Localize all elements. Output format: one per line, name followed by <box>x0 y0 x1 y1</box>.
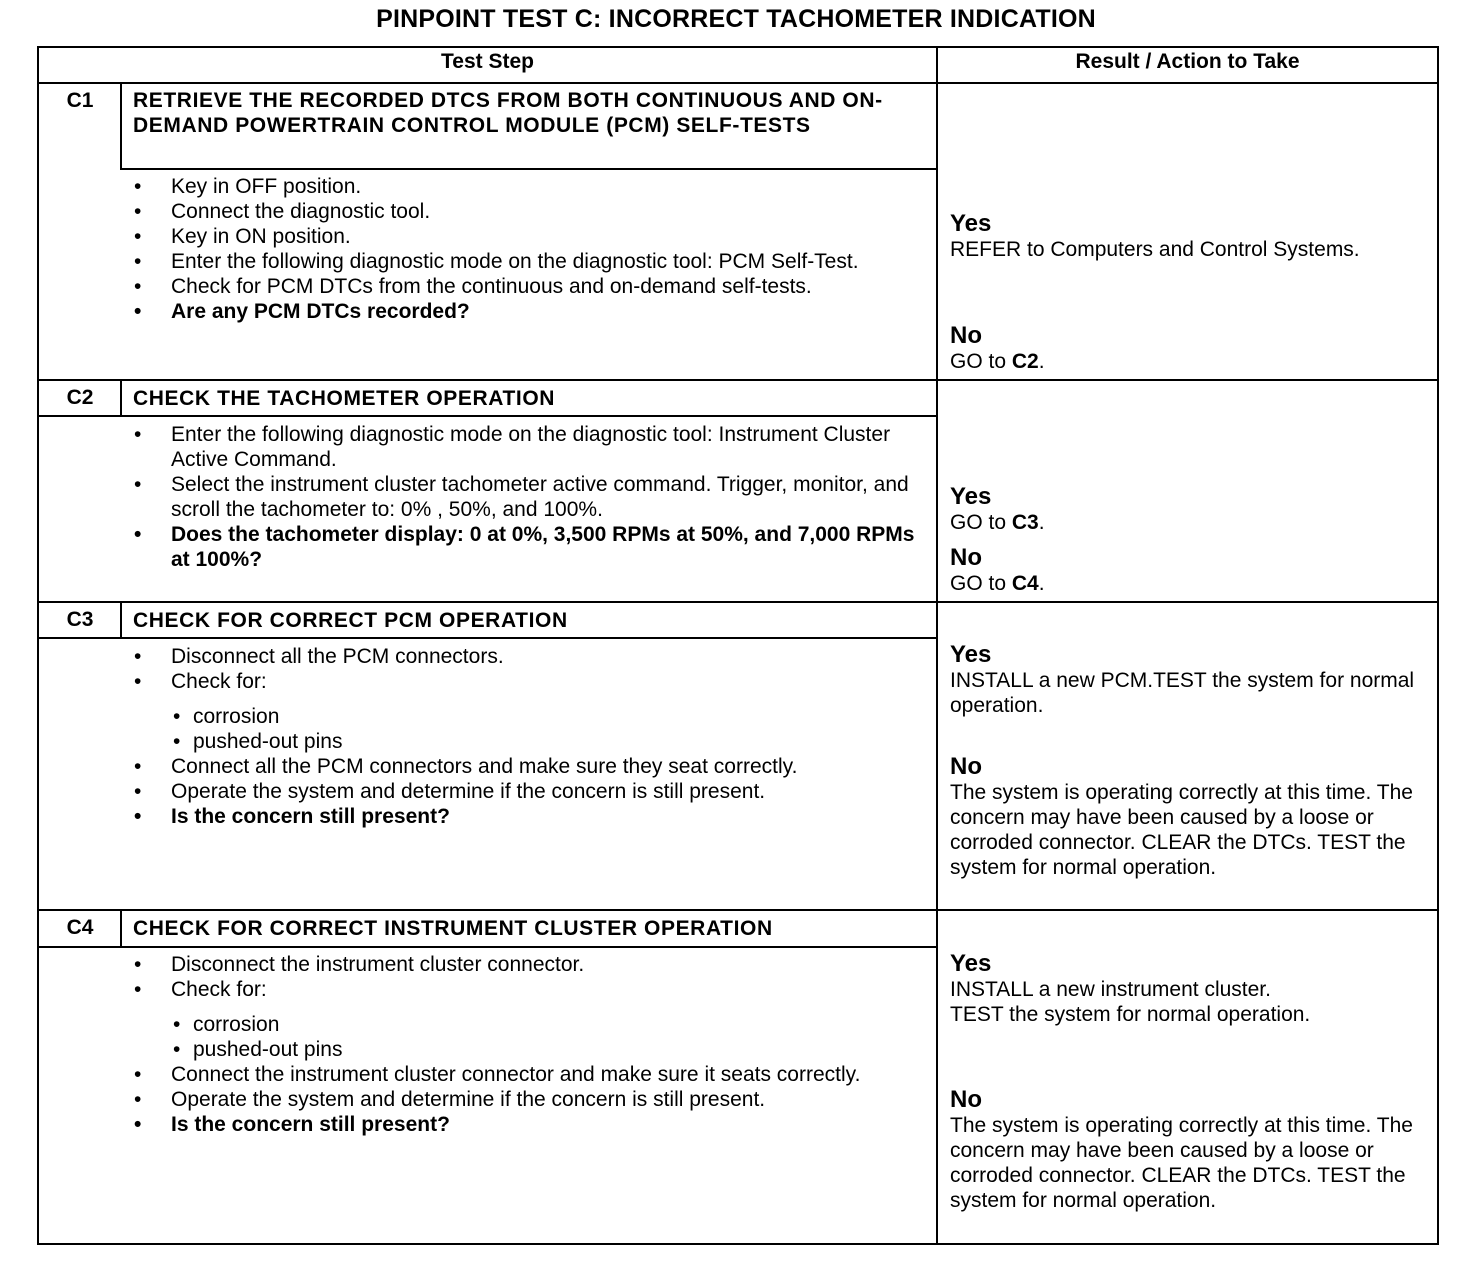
step-reference: C2 <box>1011 350 1039 373</box>
list-item: • Key in OFF position. <box>133 174 923 199</box>
list-item: • Enter the following diagnostic mode on the diagnostic tool: Instrument Cluster Active Command. <box>133 422 923 472</box>
result-no <box>950 322 1435 374</box>
list-item: • Disconnect all the PCM connectors. <box>133 644 923 669</box>
check-sublist <box>171 1012 923 1062</box>
no-label: No <box>950 544 982 571</box>
list-item: • Disconnect the instrument cluster connector. <box>133 952 923 977</box>
list-item: • Key in ON position. <box>133 224 923 249</box>
result-yes <box>950 210 1435 262</box>
yes-label: Yes <box>950 950 992 977</box>
result-yes <box>950 483 1435 535</box>
list-item: • pushed-out pins <box>171 1037 923 1062</box>
yes-action: GO to C3. <box>950 511 1045 534</box>
column-header-test-step: Test Step <box>441 50 534 73</box>
step-heading: CHECK FOR CORRECT PCM OPERATION <box>133 609 568 632</box>
list-item: • corrosion <box>171 704 923 729</box>
yes-action-continued: TEST the system for normal operation. <box>950 1003 1311 1026</box>
step-id: C2 <box>66 386 94 409</box>
no-label: No <box>950 322 982 349</box>
no-action: The system is operating correctly at this time. The concern may have been caused by a loose or corroded connector. CLEAR the DTCs. TEST the system for normal operation. <box>950 781 1413 879</box>
step-heading: RETRIEVE THE RECORDED DTCS FROM BOTH CONTINUOUS AND ON-DEMAND POWERTRAIN CONTROL MODULE (PCM) SELF-TESTS <box>133 89 883 137</box>
step-heading: CHECK FOR CORRECT INSTRUMENT CLUSTER OPERATION <box>133 917 773 940</box>
list-item: • Check for: • corrosion • pushed-out pins <box>133 669 923 754</box>
step-heading: CHECK THE TACHOMETER OPERATION <box>133 387 556 410</box>
list-item: • Check for: • corrosion • pushed-out pins <box>133 977 923 1062</box>
page-title: PINPOINT TEST C: INCORRECT TACHOMETER INDICATION <box>376 5 1096 33</box>
step-id: C3 <box>66 608 94 631</box>
list-item: • Operate the system and determine if the concern is still present. <box>133 1087 923 1112</box>
yes-label: Yes <box>950 641 992 668</box>
column-header-result: Result / Action to Take <box>1075 50 1300 73</box>
list-item: • Select the instrument cluster tachometer active command. Trigger, monitor, and scroll the tachometer to: 0% , 50%, and 100%. <box>133 472 923 522</box>
list-item: • Enter the following diagnostic mode on the diagnostic tool: PCM Self-Test. <box>133 249 923 274</box>
yes-action: REFER to Computers and Control Systems. <box>950 238 1360 261</box>
step-instructions <box>133 952 923 1137</box>
no-label: No <box>950 753 982 780</box>
list-item: • corrosion <box>171 1012 923 1037</box>
list-item: • Operate the system and determine if the concern is still present. <box>133 779 923 804</box>
step-id: C1 <box>66 89 94 112</box>
no-action: GO to C2. <box>950 350 1045 373</box>
no-action: GO to C4. <box>950 572 1045 595</box>
result-no <box>950 544 1435 596</box>
step-question: • Are any PCM DTCs recorded? <box>133 299 923 324</box>
list-item: • pushed-out pins <box>171 729 923 754</box>
step-question: • Is the concern still present? <box>133 804 923 829</box>
list-item: • Check for PCM DTCs from the continuous and on-demand self-tests. <box>133 274 923 299</box>
step-instructions <box>133 174 923 324</box>
no-action: The system is operating correctly at this time. The concern may have been caused by a loose or corroded connector. CLEAR the DTCs. TEST the system for normal operation. <box>950 1114 1413 1212</box>
yes-action: INSTALL a new instrument cluster. <box>950 978 1271 1001</box>
list-item: • Connect the instrument cluster connector and make sure it seats correctly. <box>133 1062 923 1087</box>
result-no <box>950 753 1435 880</box>
step-instructions <box>133 644 923 829</box>
yes-action: INSTALL a new PCM.TEST the system for normal operation. <box>950 669 1415 717</box>
step-reference: C3 <box>1011 511 1039 534</box>
step-id: C4 <box>66 916 94 939</box>
result-no <box>950 1086 1435 1213</box>
result-yes <box>950 950 1435 1027</box>
yes-label: Yes <box>950 210 992 237</box>
list-item: • Connect the diagnostic tool. <box>133 199 923 224</box>
check-sublist <box>171 704 923 754</box>
step-instructions <box>133 422 923 572</box>
step-question: • Does the tachometer display: 0 at 0%, 3,500 RPMs at 50%, and 7,000 RPMs at 100%? <box>133 522 923 572</box>
step-question: • Is the concern still present? <box>133 1112 923 1137</box>
no-label: No <box>950 1086 982 1113</box>
yes-label: Yes <box>950 483 992 510</box>
list-item: • Connect all the PCM connectors and make sure they seat correctly. <box>133 754 923 779</box>
result-yes <box>950 641 1435 718</box>
step-reference: C4 <box>1011 572 1039 595</box>
